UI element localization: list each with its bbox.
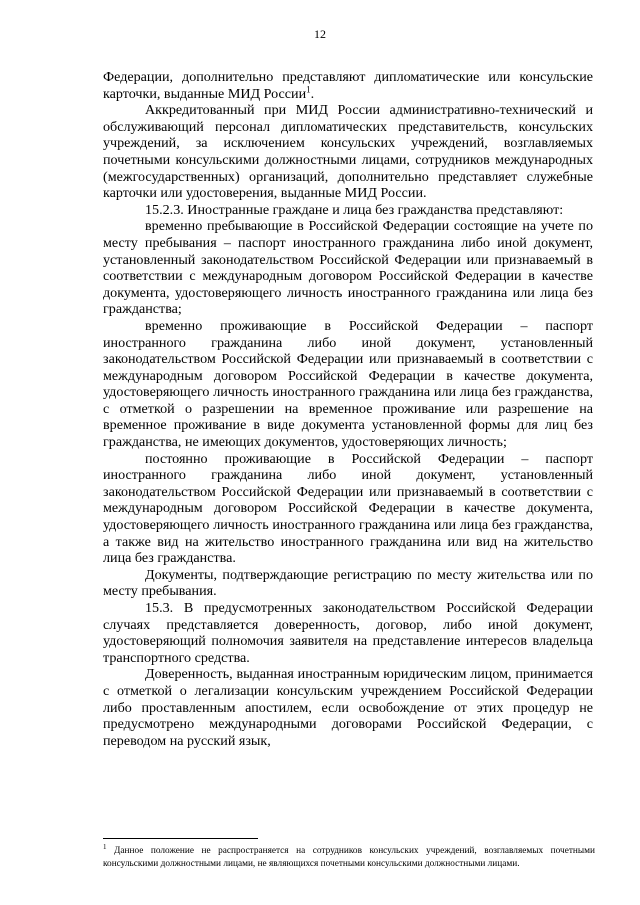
paragraph-1-end: .: [310, 85, 315, 102]
paragraph-6: постоянно проживающие в Российской Федерации – паспорт иностранного гражданина либо иной документ, установленный законодательством Российской Федерации или признаваемый в соответствии с международным договором Российской Федерации в качестве документа, удостоверяющего личность иностранного гражданина или лица без гражданства, а также вид на жительство иностранного гражданина или вид на жительство лица без гражданства.: [103, 450, 593, 567]
footnote-divider: [103, 838, 258, 839]
footnote-mark: 1: [103, 842, 107, 851]
paragraph-9: Доверенность, выданная иностранным юридическим лицом, принимается с отметкой о легализации консульским учреждением Российской Федерации либо проставленным апостилем, если освобождение от этих процедур не предусмотрено международными договорами Российской Федерации, с переводом на русский язык,: [103, 666, 593, 749]
paragraph-4: временно пребывающие в Российской Федерации состоящие на учете по месту пребывания – паспорт иностранного гражданина либо иной документ, установленный законодательством Российской Федерации или признаваемый в соответствии с международным договором Российской Федерации в качестве документа, удостоверяющего личность иностранного гражданина или лица без гражданства;: [103, 218, 593, 318]
footnote-reference: 1: [306, 83, 311, 94]
paragraph-1-text: Федерации, дополнительно представляют дипломатические или консульские карточки, выданные МИД России: [103, 69, 593, 102]
paragraph-7: Документы, подтверждающие регистрацию по месту жительства или по месту пребывания.: [103, 566, 593, 600]
paragraph-8: 15.3. В предусмотренных законодательством Российской Федерации случаях представляется доверенность, договор, либо иной документ, удостоверяющий полномочия заявителя на представление интересов владельца транспортного средства.: [103, 600, 593, 666]
paragraph-1: [103, 69, 593, 102]
paragraph-5: временно проживающие в Российской Федерации – паспорт иностранного гражданина либо иной документ, установленный законодательством Российской Федерации или признаваемый в соответствии с международным договором Российской Федерации в качестве документа, удостоверяющего личность иностранного гражданина или лица без гражданства, с отметкой о разрешении на временное проживание или разрешение на временное проживание в виде документа установленной формы для лиц без гражданства, не имеющих документов, удостоверяющих личность;: [103, 317, 593, 451]
paragraph-3: 15.2.3. Иностранные граждане и лица без гражданства представляют:: [145, 201, 564, 218]
footnote-text: Данное положение не распространяется на сотрудников консульских учреждений, возглавляемых почетными консульскими должностными лицами, не являющихся почетными консульскими должностными лицами.: [103, 846, 595, 869]
document-body: [103, 69, 593, 749]
footnote: [103, 842, 595, 870]
page-number: 12: [314, 27, 326, 41]
paragraph-2: Аккредитованный при МИД России административно-технический и обслуживающий персонал дипломатических представительств, консульских учреждений, за исключением консульских учреждений, возглавляемых почетными консульскими должностными лицами, сотрудников международных (межгосударственных) организаций, дополнительно представляет служебные карточки или удостоверения, выданные МИД России.: [103, 102, 593, 202]
